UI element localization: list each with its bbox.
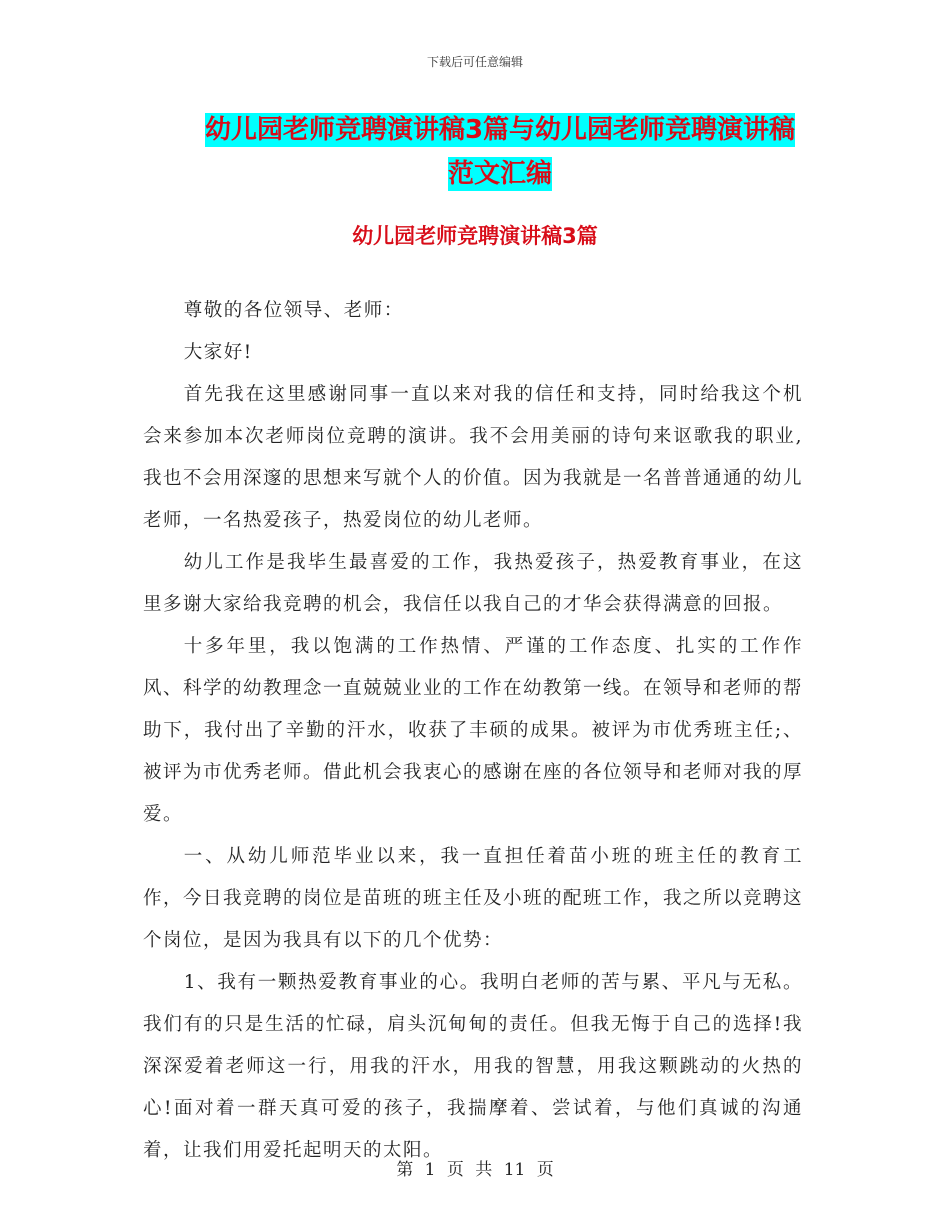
body-text (143, 290, 803, 1172)
document-title-line-1: 幼儿园老师竞聘演讲稿3篇与幼儿园老师竞聘演讲稿 (204, 115, 796, 145)
document-title-line-2: 范文汇编 (447, 159, 552, 189)
page-number: 第 1 页 共 11 页 (396, 1160, 554, 1180)
page-header-note: 下载后可任意编辑 (426, 55, 523, 69)
paragraph-greeting: 大家好! (183, 342, 253, 363)
paragraph: 幼儿工作是我毕生最喜爱的工作，我热爱孩子，热爱教育事业，在这里多谢大家给我竞聘的机会，我信任以我自己的才华会获得满意的回报。 (143, 552, 803, 615)
paragraph: 首先我在这里感谢同事一直以来对我的信任和支持，同时给我这个机会来参加本次老师岗位竞聘的演讲。我不会用美丽的诗句来讴歌我的职业,我也不会用深邃的思想来写就个人的价值。因为我就是一名普普通通的幼儿老师，一名热爱孩子，热爱岗位的幼儿老师。 (143, 384, 804, 531)
document-title (140, 108, 860, 196)
paragraph: 1、我有一颗热爱教育事业的心。我明白老师的苦与累、平凡与无私。我们有的只是生活的忙碌，肩头沉甸甸的责任。但我无悔于自己的选择!我深深爱着老师这一行，用我的汗水，用我的智慧，用我这颗跳动的火热的心!面对着一群天真可爱的孩子，我揣摩着、尝试着，与他们真诚的沟通着，让我们用爱托起明天的太阳。 (143, 972, 803, 1161)
paragraph: 十多年里，我以饱满的工作热情、严谨的工作态度、扎实的工作作风、科学的幼教理念一直兢兢业业的工作在幼教第一线。在领导和老师的帮助下，我付出了辛勤的汗水，收获了丰硕的成果。被评为市优秀班主任;、被评为市优秀老师。借此机会我衷心的感谢在座的各位领导和老师对我的厚爱。 (143, 636, 804, 825)
section-title: 幼儿园老师竞聘演讲稿3篇 (352, 224, 598, 248)
paragraph-salutation: 尊敬的各位领导、老师： (183, 300, 404, 321)
paragraph: 一、从幼儿师范毕业以来，我一直担任着苗小班的班主任的教育工作，今日我竞聘的岗位是苗班的班主任及小班的配班工作，我之所以竞聘这个岗位，是因为我具有以下的几个优势： (143, 846, 804, 951)
